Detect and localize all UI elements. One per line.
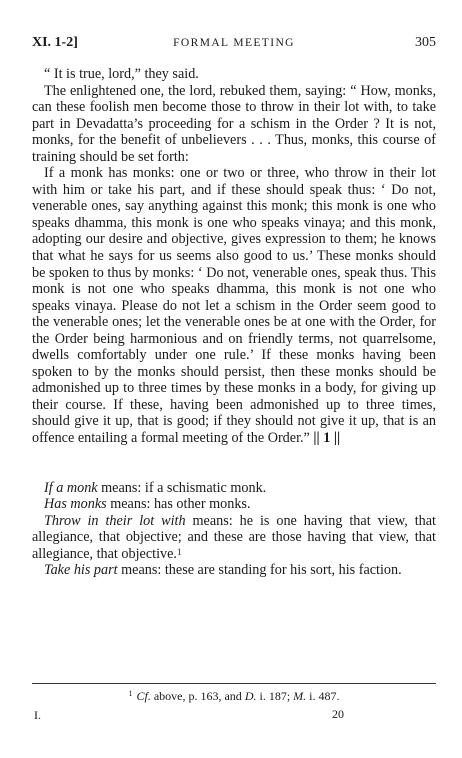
signature-volume: I. (34, 708, 41, 722)
rule-paragraph (32, 165, 436, 446)
running-title: FORMAL MEETING (173, 37, 295, 49)
section-marker: || 1 || (313, 430, 341, 447)
main-text (32, 66, 436, 579)
chapter-reference: XI. 1-2] (32, 35, 78, 50)
definition (32, 562, 436, 579)
definition (32, 480, 436, 497)
definition-text: means: these are standing for his sort, his faction. (117, 562, 402, 579)
signature-number: 20 (332, 707, 344, 721)
definition-term: Has monks (44, 496, 107, 513)
paragraph: “ It is true, lord,” they said. (44, 66, 199, 82)
footnote-rule (32, 683, 436, 684)
paragraph: The enlightened one, the lord, rebuked them, saying: “ How, monks, can these foolish men become those to throw in their lot with, to take part in Devadatta’s proceeding for a schism in the Order ? It is not, monks, for the benefit of unbelievers . . . Thus, monks, this course of training should be set forth: (32, 82, 436, 165)
footnote-cf: Cf. (136, 689, 151, 703)
footnote-source-m: M. (293, 689, 307, 703)
definition-text: means: has other monks. (106, 496, 251, 513)
definition-term: If a monk (44, 479, 98, 496)
page-number: 305 (415, 35, 436, 50)
rule-text: If a monk has monks: one or two or three, who throw in their lot with him or take his part, and if these should speak thus: ‘ Do not, venerable ones, say anything against this monk; this monk is one who speaks dhamma, this monk is one who speaks vinaya; and this monk, adopting our desire and objective, gives expression to them; he knows that what he says for us seems also good to us.’ These monks should be spoken to thus by monks: ‘ Do not, venerable ones, speak thus. This monk is not one who speaks dhamma, this monk is not one who speaks vinaya. Please do not let a schism in the Order seem good to the venerable ones; let the venerable ones be at one with the Order, for the Order being harmonious and on friendly terms, not quarrelsome, dwells comfortably under one rule.’ If these monks having been spoken to by the monks should persist, then these monks should be admonished up to three times by these monks in a body, for giving up their course. If these, having been admonished up to three times, should give it up, that is good; if they should not give it up, that is an offence entailing a formal meeting of the Order.” (32, 165, 436, 447)
paragraph-gap (32, 447, 436, 480)
definition-text: means: he is one having that view, that allegiance, that objective; and these are those having that view, that allegiance, that objective. (32, 512, 436, 562)
footnote-text: i. 187; (256, 689, 294, 703)
footnote (32, 689, 436, 704)
definition-term: Throw in their lot with (44, 512, 186, 529)
footnote-number: 1 (128, 689, 133, 698)
footnote-text: above, p. 163, and (150, 689, 245, 703)
definition-text: means: if a schismatic monk. (97, 479, 267, 496)
definition (32, 513, 436, 563)
footnote-source-d: D. (244, 689, 257, 703)
footnote-reference: 1 (176, 546, 182, 557)
definition (32, 496, 436, 513)
definition-term: Take his part (44, 562, 118, 579)
footnote-text: i. 487. (306, 689, 340, 703)
running-header (32, 35, 436, 57)
